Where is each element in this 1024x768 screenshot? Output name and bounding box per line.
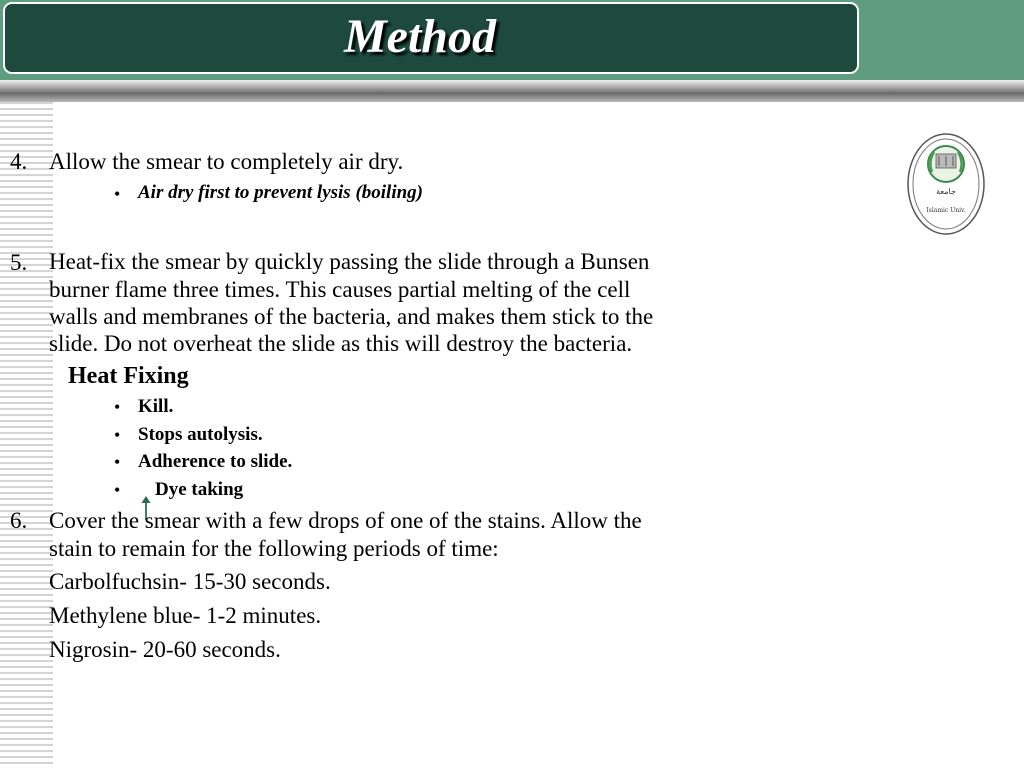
bullet-marker: • [114,425,121,445]
step-text-line: Cover the smear with a few drops of one of the stains. Allow the [49,508,642,533]
step-text-line: burner flame three times. This causes partial melting of the cell [49,277,631,302]
step-text-line: walls and membranes of the bacteria, and makes them stick to the [49,304,654,329]
step-number: 4. [10,149,28,174]
bullet-marker: • [114,184,121,204]
bullet-item: Dye taking [155,479,244,500]
step-number: 6. [10,508,28,533]
stain-time-item: Nigrosin- 20-60 seconds. [49,637,281,662]
bullet-item: Stops autolysis. [138,424,263,445]
bullet-item: Air dry first to prevent lysis (boiling) [138,182,423,203]
bullet-marker: • [114,452,121,472]
step-text-line: slide. Do not overheat the slide as this will destroy the bacteria. [49,331,633,356]
step-text-line: stain to remain for the following periods of time: [49,536,499,561]
stain-time-item: Carbolfuchsin- 15-30 seconds. [49,569,331,594]
stain-time-item: Methylene blue- 1-2 minutes. [49,603,322,628]
subheading: Heat Fixing [68,363,189,389]
bullet-item: Kill. [138,396,174,417]
svg-text:Islamic Univ.: Islamic Univ. [926,207,966,214]
bullet-item: Adherence to slide. [138,451,293,472]
bullet-marker: • [114,480,121,500]
step-text-line: Heat-fix the smear by quickly passing the slide through a Bunsen [49,249,650,274]
step-text-line: Allow the smear to completely air dry. [49,149,404,174]
bullet-marker: • [114,397,121,417]
svg-text:جامعة: جامعة [936,187,956,196]
step-number: 5. [10,250,28,275]
slide-title: Method [343,10,496,63]
